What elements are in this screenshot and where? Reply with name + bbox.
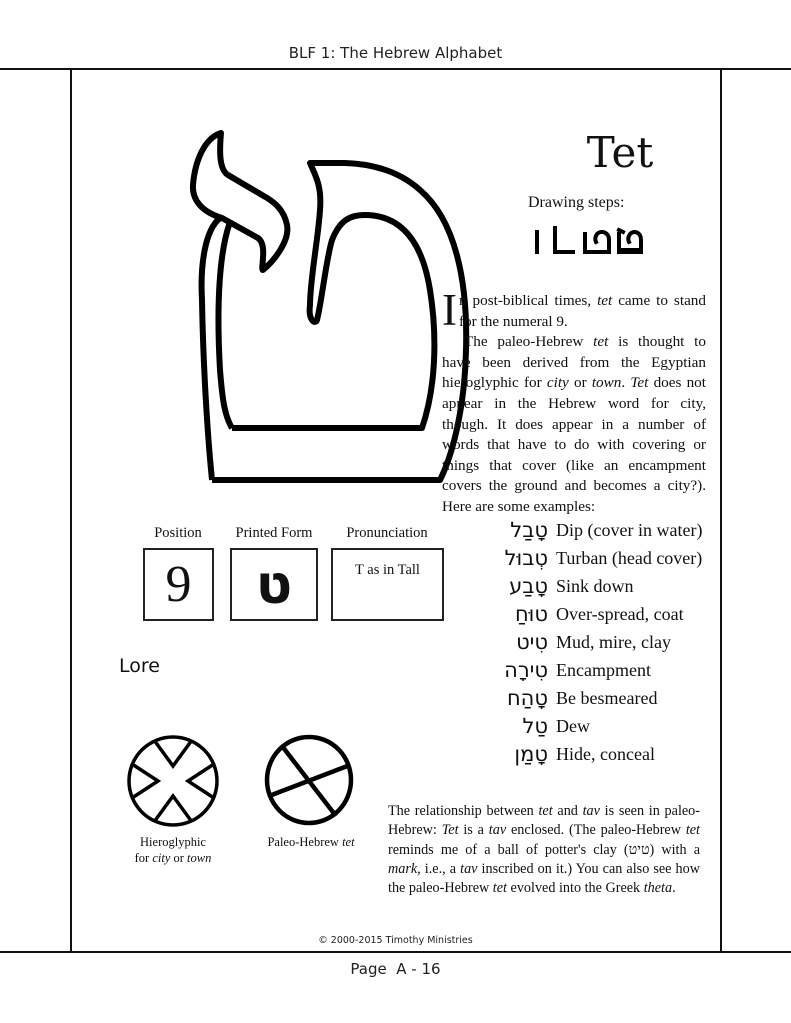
outline-tet-letter — [150, 130, 480, 500]
paleo-hebrew-caption — [256, 834, 366, 850]
italic-term: tet — [538, 803, 553, 819]
italic-term: tav — [460, 860, 478, 877]
italic-term: city — [152, 851, 171, 865]
italic-term: Tet — [441, 822, 459, 839]
italic-term: town — [591, 374, 622, 392]
example-english: Hide, conceal — [556, 743, 655, 764]
example-english: Dip (cover in water) — [556, 519, 703, 540]
italic-term: tet — [342, 835, 355, 849]
example-item — [500, 600, 730, 628]
drawing-steps-sequence — [533, 222, 643, 258]
pronunciation-header: Pronunciation — [346, 525, 428, 541]
example-hebrew: טַל — [522, 714, 548, 738]
text-run: inscribed on it.) You can also see how the paleo-Hebrew — [388, 860, 700, 897]
example-item — [500, 656, 730, 684]
text-run: , i.e., a — [417, 860, 461, 877]
text-run: came to stand for the numeral 9. — [459, 292, 706, 330]
printed-form-box — [230, 548, 318, 621]
intro-text — [442, 285, 707, 518]
italic-term: town — [187, 851, 212, 865]
text-run: is a — [458, 822, 489, 839]
text-run: The paleo-Hebrew — [464, 333, 594, 351]
document-header-title: BLF 1: The Hebrew Alphabet — [288, 44, 503, 62]
italic-term: tet — [685, 822, 700, 839]
text-run: or — [170, 851, 188, 865]
example-item — [500, 740, 730, 768]
example-hebrew: טִירָה — [504, 658, 548, 682]
drawing-step-4-base — [619, 248, 641, 254]
example-english: Mud, mire, clay — [556, 631, 671, 652]
italic-term: tav — [488, 822, 507, 839]
example-item — [500, 572, 730, 600]
page-number: Page A - 16 — [350, 960, 441, 978]
text-run: or — [568, 374, 592, 392]
position-box — [143, 548, 214, 621]
text-run: is seen in paleo-Hebrew: — [388, 803, 700, 839]
intro-paragraph-1 — [442, 285, 706, 335]
text-run: for — [134, 851, 153, 865]
text-run: enclosed. (The paleo-Hebrew — [506, 822, 686, 839]
relation-paragraph — [388, 802, 700, 898]
italic-term: tet — [593, 333, 609, 351]
lore-heading: Lore — [119, 655, 160, 677]
pronunciation-value: T as in Tall — [355, 562, 420, 578]
caption-line: Hieroglyphic — [140, 835, 206, 849]
example-item — [500, 684, 730, 712]
example-hebrew: טִיט — [516, 630, 548, 654]
text-run: does not appear in the Hebrew word for city, though. It does appear in a number of words that have to do with covering or things that cover (like an encampment covers the ground and becomes a city?). Here are some examples: — [442, 374, 707, 515]
italic-term: Tet — [630, 374, 649, 392]
text-run: n post-biblical times, — [459, 292, 598, 309]
italic-term: theta — [643, 880, 673, 897]
hieroglyphic-city-glyph — [126, 734, 220, 828]
position-header: Position — [154, 525, 202, 541]
example-english: Sink down — [556, 575, 634, 596]
text-run: is thought to have been derived from the Egyptian hieroglyphic for — [442, 333, 706, 392]
hieroglyphic-caption — [120, 834, 226, 866]
example-hebrew: טְבוּל — [504, 546, 548, 570]
text-run: and — [552, 803, 583, 819]
drawing-steps-label: Drawing steps: — [528, 194, 625, 211]
printed-form-glyph: ט — [255, 553, 293, 616]
caption-line — [120, 850, 226, 866]
italic-term: city — [546, 374, 569, 392]
example-hebrew: טוּחַ — [514, 602, 548, 626]
examples-list — [500, 516, 730, 768]
italic-term: tet — [597, 292, 613, 309]
italic-term: tav — [582, 803, 600, 819]
drawing-step-3 — [585, 232, 609, 252]
copyright-notice: © 2000-2015 Timothy Ministries — [318, 935, 473, 946]
example-hebrew: טָמַן — [514, 742, 548, 766]
text-run: reminds me of a ball of potter's clay ( — [388, 841, 629, 858]
position-value: 9 — [165, 556, 192, 613]
hebrew-word: טיט — [628, 841, 650, 858]
paleo-hebrew-tet-glyph — [264, 734, 354, 826]
example-english: Over-spread, coat — [556, 603, 684, 624]
text-run: . — [621, 374, 631, 392]
example-english: Turban (head cover) — [556, 547, 703, 568]
example-item — [500, 516, 730, 544]
italic-term: mark — [388, 860, 418, 877]
example-english: Be besmeared — [556, 687, 658, 708]
drop-cap: I — [442, 285, 457, 335]
example-hebrew: טָבַע — [509, 574, 548, 598]
example-hebrew: טָהַח — [506, 686, 548, 710]
text-run: Paleo-Hebrew — [267, 835, 343, 849]
italic-term: tet — [492, 880, 507, 897]
example-english: Encampment — [556, 659, 651, 680]
drawing-step-2 — [555, 228, 573, 252]
intro-paragraph-2 — [442, 332, 706, 517]
example-item — [500, 544, 730, 572]
example-english: Dew — [556, 715, 590, 736]
text-run: . — [672, 880, 676, 897]
pronunciation-box — [331, 548, 444, 621]
text-run: The relationship between — [388, 803, 539, 819]
footer-rule — [0, 951, 791, 953]
printed-form-header: Printed Form — [235, 525, 313, 541]
text-run: ) with a — [649, 841, 700, 858]
example-item — [500, 712, 730, 740]
example-hebrew: טָבַל — [510, 518, 548, 542]
text-run: evolved into the Greek — [506, 880, 644, 897]
example-item — [500, 628, 730, 656]
letter-name-heading: Tet — [586, 128, 654, 177]
